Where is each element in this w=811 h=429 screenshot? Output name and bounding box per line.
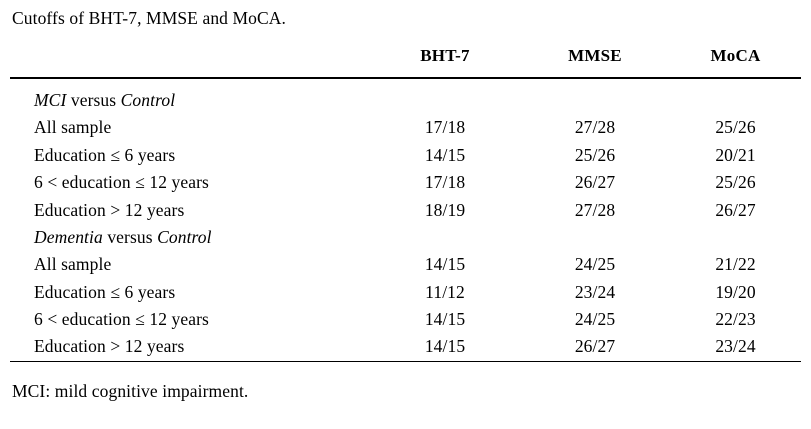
header-cell-blank <box>10 35 370 78</box>
group-comparator-dementia: Control <box>157 226 212 247</box>
row-label: All sample <box>34 254 112 275</box>
group-name-dementia: Dementia <box>34 226 103 247</box>
header-cell-bht7: BHT-7 <box>420 46 470 65</box>
group-comparator-mci: Control <box>120 90 176 110</box>
cell-moca <box>670 224 801 251</box>
row-label: Education ≤ 6 years <box>34 281 176 302</box>
table-row <box>10 114 801 141</box>
row-label: 6 < education ≤ 12 years <box>34 309 209 329</box>
cell-bht7: 14/15 <box>424 309 466 329</box>
header-cell-moca: MoCA <box>710 46 761 65</box>
cell-bht7: 14/15 <box>424 144 466 165</box>
row-label-group-mci <box>10 79 370 114</box>
table-row <box>10 224 801 251</box>
row-label: 6 < education ≤ 12 years <box>34 172 209 193</box>
cell-moca: 20/21 <box>715 144 756 165</box>
cell-bht7: 17/18 <box>424 117 466 138</box>
cutoffs-table <box>10 35 801 371</box>
cell-moca: 25/26 <box>715 117 756 138</box>
cell-moca: 19/20 <box>715 281 756 302</box>
table-row <box>10 333 801 361</box>
cell-mmse: 27/28 <box>574 117 616 138</box>
table-row <box>10 79 801 114</box>
cell-bht7 <box>370 224 520 251</box>
cell-bht7: 18/19 <box>424 199 466 220</box>
cell-bht7: 17/18 <box>424 172 466 193</box>
cell-mmse <box>520 79 670 114</box>
group-connector-mci: versus <box>66 90 121 110</box>
table-row <box>10 306 801 333</box>
cell-mmse: 24/25 <box>574 309 616 329</box>
cell-mmse: 26/27 <box>574 336 616 357</box>
cell-moca: 23/24 <box>715 336 756 357</box>
cell-bht7: 14/15 <box>424 254 466 275</box>
header-row <box>10 35 801 78</box>
cell-bht7: 11/12 <box>425 281 465 302</box>
cell-mmse: 24/25 <box>574 254 616 275</box>
cell-moca: 22/23 <box>715 309 756 329</box>
cell-mmse: 25/26 <box>574 144 616 165</box>
cell-bht7: 14/15 <box>424 336 466 357</box>
group-name-mci: MCI <box>34 90 67 110</box>
cell-moca: 25/26 <box>715 172 756 193</box>
table-header <box>10 35 801 78</box>
cell-moca: 21/22 <box>715 254 756 275</box>
cell-mmse <box>520 224 670 251</box>
row-label: Education > 12 years <box>34 199 185 220</box>
cell-mmse: 26/27 <box>574 172 616 193</box>
table-row <box>10 169 801 196</box>
header-cell-mmse: MMSE <box>568 46 622 65</box>
group-connector-dementia: versus <box>102 226 158 247</box>
cell-bht7 <box>370 79 520 114</box>
table-row <box>10 196 801 223</box>
cell-mmse: 27/28 <box>574 199 616 220</box>
row-label: All sample <box>34 117 112 138</box>
table-row <box>10 142 801 169</box>
cell-mmse: 23/24 <box>574 281 616 302</box>
table-rule-bottom <box>10 361 801 371</box>
cell-moca <box>670 79 801 114</box>
table-row <box>10 251 801 278</box>
table-footnote: MCI: mild cognitive impairment. <box>12 380 249 401</box>
row-label: Education ≤ 6 years <box>34 144 176 165</box>
row-label: Education > 12 years <box>34 336 185 357</box>
table-caption: Cutoffs of BHT-7, MMSE and MoCA. <box>12 8 286 28</box>
row-label-group-dementia <box>10 224 370 251</box>
cell-moca: 26/27 <box>715 199 756 220</box>
table-row <box>10 278 801 305</box>
